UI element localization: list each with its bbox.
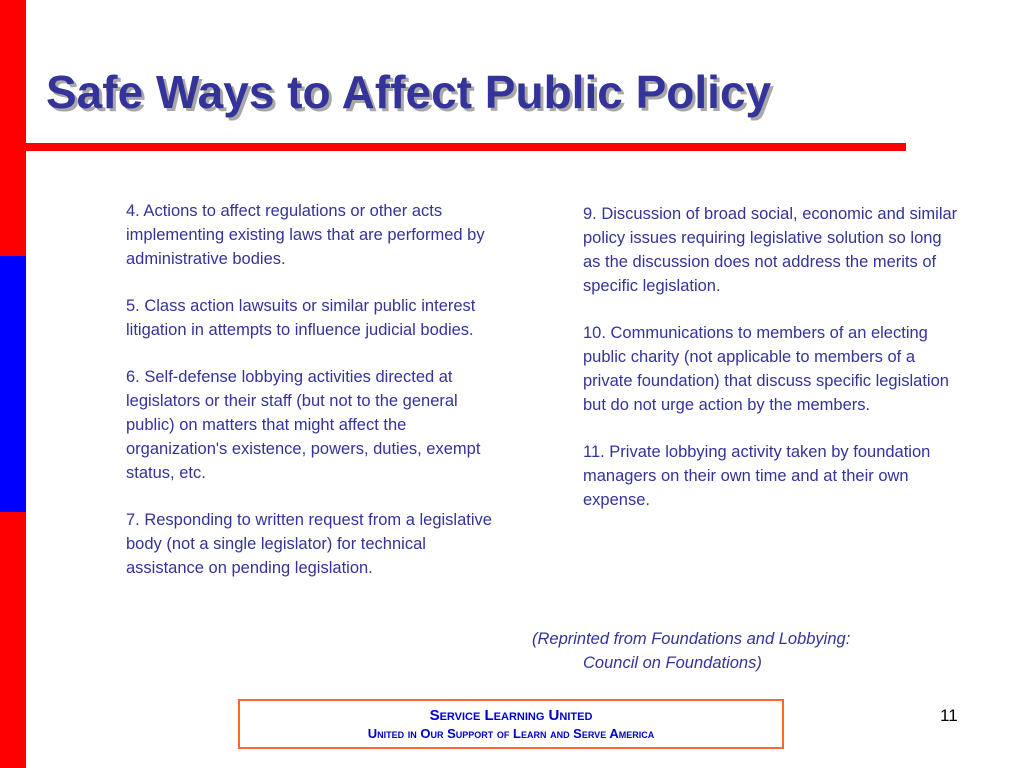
- list-item-10: 10. Communications to members of an electing public charity (not applicable to members of a private foundation) that discuss specific legislation but do not urge action by the members.: [583, 324, 949, 414]
- reprint-line-2: Council on Foundations): [583, 654, 762, 672]
- list-item-5: 5. Class action lawsuits or similar public interest litigation in attempts to influence judicial bodies.: [126, 297, 476, 339]
- footer-tagline: United in Our Support of Learn and Serve America: [367, 726, 655, 741]
- list-item-6: 6. Self-defense lobbying activities directed at legislators or their staff (but not to the general public) on matters that might affect the organization's existence, powers, duties, exempt status, etc.: [126, 368, 481, 482]
- slide-title: Safe Ways to Affect Public Policy: [46, 66, 772, 118]
- footer-banner: [238, 699, 784, 749]
- list-item-7: 7. Responding to written request from a legislative body (not a single legislator) for technical assistance on pending legislation.: [126, 511, 492, 577]
- footer-organization-name: Service Learning United: [429, 707, 593, 724]
- reprint-source-note: [532, 627, 952, 675]
- side-bar-red-top: [0, 0, 26, 256]
- side-bar-blue: [0, 256, 26, 512]
- list-item-11: 11. Private lobbying activity taken by foundation managers on their own time and at their own expense.: [583, 443, 931, 509]
- list-item-9: 9. Discussion of broad social, economic and similar policy issues requiring legislative solution so long as the discussion does not address the merits of specific legislation.: [583, 205, 958, 295]
- side-bar-red-bottom: [0, 512, 26, 768]
- left-column: [126, 199, 496, 580]
- page-number: 11: [940, 706, 958, 725]
- right-column: [583, 202, 963, 512]
- reprint-line-1: (Reprinted from Foundations and Lobbying:: [532, 630, 851, 648]
- list-item-4: 4. Actions to affect regulations or other acts implementing existing laws that are performed by administrative bodies.: [126, 202, 485, 268]
- title-underline-rule: [26, 143, 906, 151]
